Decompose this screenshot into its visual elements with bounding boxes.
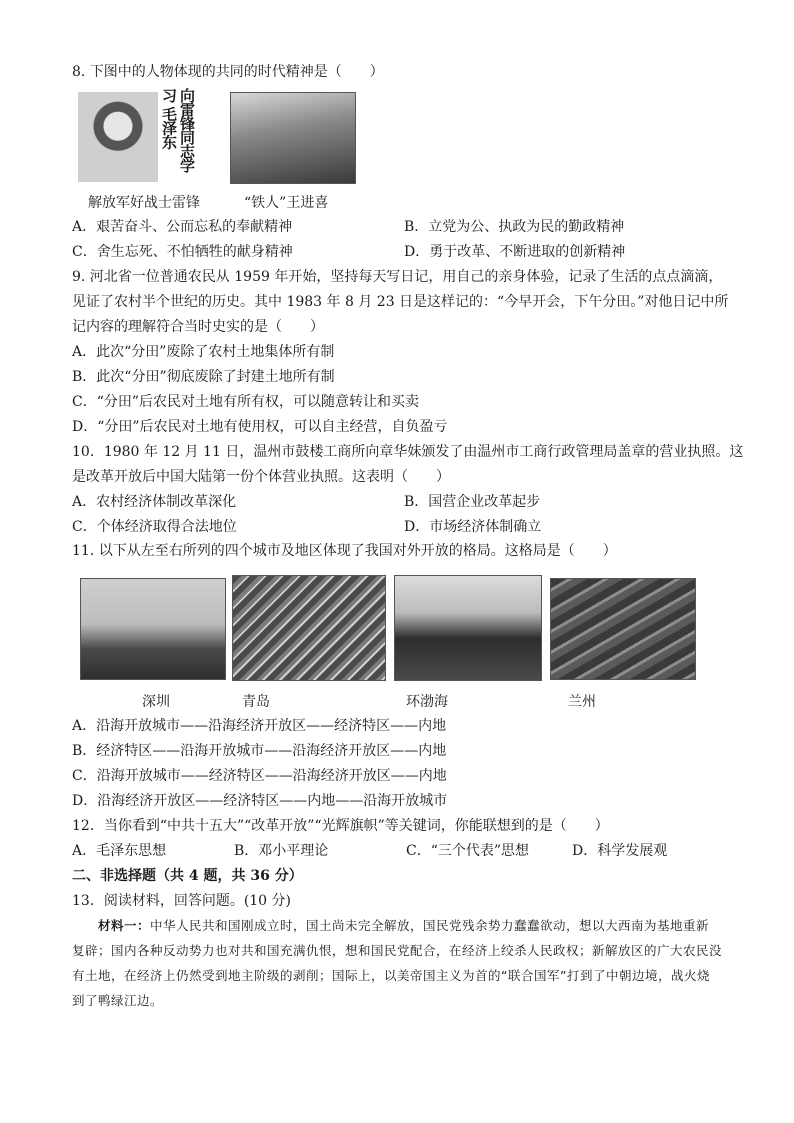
q11-caption-lanzhou: 兰州 — [568, 694, 596, 710]
calligraphy-inscription: 向雷锋同志学习 毛泽东 — [160, 88, 196, 172]
q11-caption-qingdao: 青岛 — [242, 694, 270, 710]
shenzhen-photo — [80, 578, 226, 680]
q8-caption-leifeng: 解放军好战士雷锋 — [88, 195, 200, 211]
lei-feng-photo — [78, 92, 158, 182]
q10-option-a: A．农村经济体制改革深化 — [72, 494, 237, 510]
q12-option-a: A．毛泽东思想 — [72, 843, 167, 859]
q11-caption-shenzhen: 深圳 — [142, 694, 170, 710]
q9-option-c: C．“分田”后农民对土地有所有权，可以随意转让和买卖 — [72, 394, 420, 410]
q9-option-d: D．“分田”后农民对土地有使用权，可以自主经营，自负盈亏 — [72, 419, 448, 435]
q10-option-b: B．国营企业改革起步 — [404, 494, 541, 510]
q8-caption-wangjinxi: “铁人”王进喜 — [244, 195, 329, 211]
material-text: 中华人民共和国刚成立时，国土尚未完全解放，国民党残余势力蠢蠢欲动，想以大西南为基地重新复辟；国内各种反动势力也对共和国充满仇恨，想和国民党配合，在经济上绞杀人民政权；新解放区的广大农民没有土地，在经济上仍然受到地主阶级的剥削；国际上，以美帝国主义为首的“联合国军”打到了中朝边境，战火烧到了鸭绿江边。 — [72, 918, 723, 1008]
q8-option-a: A．艰苦奋斗、公而忘私的奉献精神 — [72, 219, 293, 235]
q9-option-b: B．此次“分田”彻底废除了封建土地所有制 — [72, 369, 335, 385]
q8-option-b: B．立党为公、执政为民的勤政精神 — [404, 219, 625, 235]
q11-option-c: C．沿海开放城市——经济特区——沿海经济开放区——内地 — [72, 768, 447, 784]
q9-stem-line-3: 记内容的理解符合当时史实的是（ ） — [72, 319, 324, 335]
q8-option-c: C．舍生忘死、不怕牺牲的献身精神 — [72, 244, 293, 260]
q11-caption-bohai: 环渤海 — [406, 694, 448, 710]
q10-option-c: C．个体经济取得合法地位 — [72, 519, 237, 535]
wang-jinxi-photo — [230, 92, 356, 184]
q11-stem: 11. 以下从左至右所列的四个城市及地区体现了我国对外开放的格局。这格局是（ ） — [72, 543, 617, 559]
bohai-rim-photo — [394, 575, 542, 681]
q10-option-d: D．市场经济体制确立 — [404, 519, 542, 535]
q13-material-1 — [72, 913, 722, 1013]
q9-stem-line-2: 见证了农村半个世纪的历史。其中 1983 年 8 月 23 日是这样记的：“今早开会，下午分田。”对他日记中所 — [72, 294, 729, 310]
qingdao-photo — [232, 575, 386, 681]
q12-option-d: D．科学发展观 — [572, 843, 668, 859]
material-label: 材料一： — [98, 918, 151, 933]
q8-option-d: D．勇于改革、不断进取的创新精神 — [404, 244, 626, 260]
q8-stem: 8. 下图中的人物体现的共同的时代精神是（ ） — [72, 64, 384, 80]
q11-option-a: A．沿海开放城市——沿海经济开放区——经济特区——内地 — [72, 718, 447, 734]
lanzhou-photo — [550, 578, 696, 680]
section2-heading: 二、非选择题（共 4 题，共 36 分） — [72, 868, 303, 884]
q9-option-a: A．此次“分田”废除了农村土地集体所有制 — [72, 344, 335, 360]
q12-stem: 12．当你看到“中共十五大”“改革开放”“光辉旗帜”等关键词，你能联想到的是（ ） — [72, 818, 609, 834]
q11-option-d: D．沿海经济开放区——经济特区——内地——沿海开放城市 — [72, 793, 448, 809]
q12-option-b: B．邓小平理论 — [234, 843, 329, 859]
q10-stem-line-1: 10．1980 年 12 月 11 日，温州市鼓楼工商所向章华妹颁发了由温州市工商行政管理局盖章的营业执照。这 — [72, 444, 744, 460]
q11-option-b: B．经济特区——沿海开放城市——沿海经济开放区——内地 — [72, 743, 447, 759]
q13-stem: 13．阅读材料，回答问题。(10 分) — [72, 893, 292, 909]
q10-stem-line-2: 是改革开放后中国大陆第一份个体营业执照。这表明（ ） — [72, 469, 450, 485]
q9-stem-line-1: 9. 河北省一位普通农民从 1959 年开始，坚持每天写日记，用自己的亲身体验，记录了生活的点点滴滴， — [72, 269, 723, 285]
q12-option-c: C．“三个代表”思想 — [406, 843, 530, 859]
